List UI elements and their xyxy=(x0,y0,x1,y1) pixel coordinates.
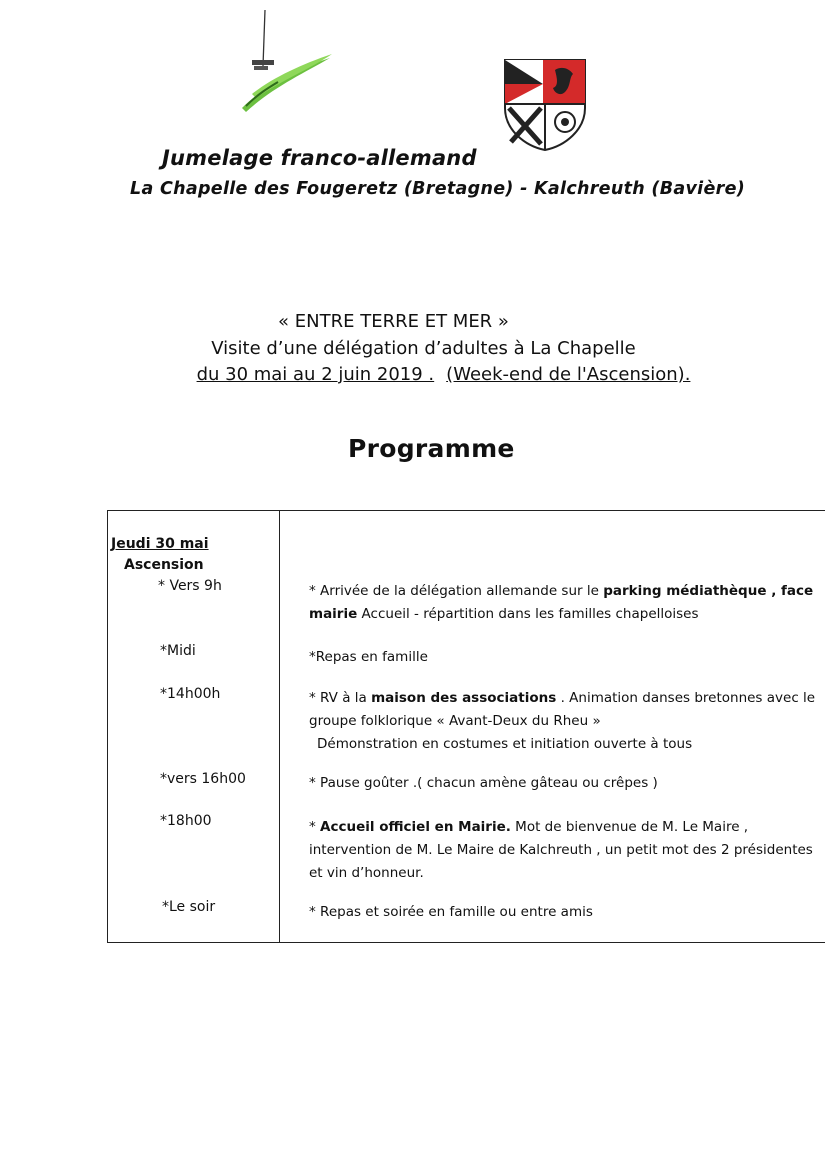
event-description: Visite d’une délégation d’adultes à La Chapelle xyxy=(211,338,636,359)
activity-description: * Repas et soirée en famille ou entre amis xyxy=(309,904,593,920)
activity-description: * Accueil officiel en Mairie. Mot de bienvenue de M. Le Maire , intervention de M. Le Maire de Kalchreuth , un petit mot des 2 présidentes et vin d’honneur. xyxy=(309,819,813,881)
time-slot: *Le soir xyxy=(162,899,216,915)
table-column-divider xyxy=(279,510,280,943)
event-dates-main: du 30 mai au 2 juin 2019 . xyxy=(196,364,435,385)
day-note: Ascension xyxy=(124,557,204,573)
time-slot: *Midi xyxy=(160,643,196,659)
time-slot: *vers 16h00 xyxy=(160,771,246,787)
activity-description: *Repas en famille xyxy=(309,649,428,665)
time-slot: * Vers 9h xyxy=(158,578,222,594)
event-theme: « ENTRE TERRE ET MER » xyxy=(278,311,509,332)
table-top-border xyxy=(107,510,825,511)
kalchreuth-coat-of-arms-icon xyxy=(503,58,587,152)
page-title: Jumelage franco-allemand xyxy=(162,146,477,170)
time-slot: *14h00h xyxy=(160,686,221,702)
activity-description: * RV à la maison des associations . Animation danses bretonnes avec le groupe folklorique « Avant-Deux du Rheu » Démonstration en costumes et initiation ouverte à tous xyxy=(309,690,816,752)
activity-description: * Arrivée de la délégation allemande sur le parking médiathèque , face mairie Accueil - répartition dans les familles chapelloises xyxy=(309,583,814,622)
twinning-logo-icon xyxy=(232,8,342,118)
time-slot: *18h00 xyxy=(160,813,212,829)
event-dates xyxy=(30,364,827,385)
programme-heading: Programme xyxy=(348,434,515,463)
activity-description: * Pause goûter .( chacun amène gâteau ou crêpes ) xyxy=(309,775,658,791)
day-label: Jeudi 30 mai xyxy=(111,536,209,552)
event-dates-note: (Week-end de l'Ascension). xyxy=(446,364,691,385)
table-left-border xyxy=(107,510,108,943)
twin-towns-subtitle: La Chapelle des Fougeretz (Bretagne) - Kalchreuth (Bavière) xyxy=(130,179,746,199)
table-bottom-border xyxy=(107,942,825,943)
